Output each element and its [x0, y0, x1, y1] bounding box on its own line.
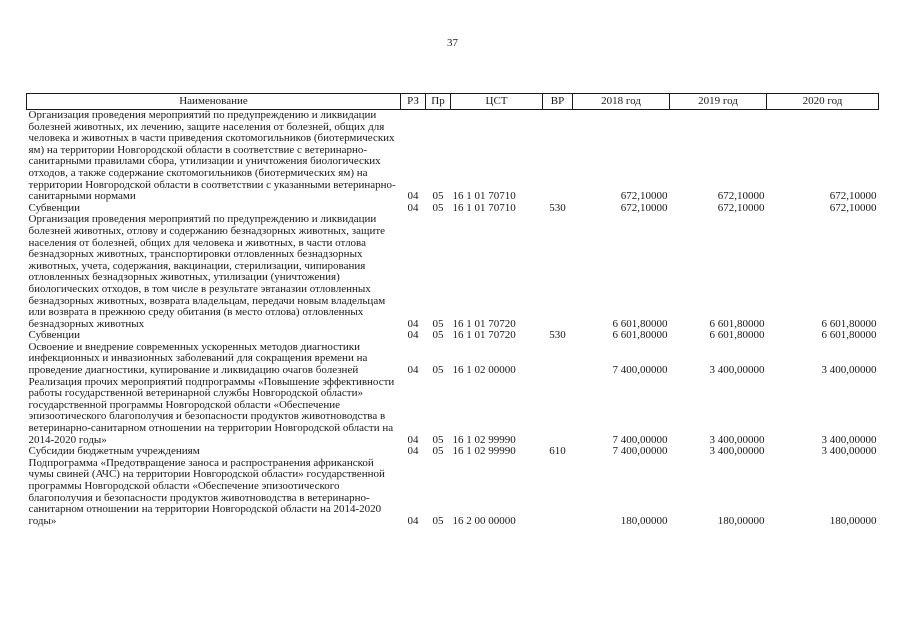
- row-name: Субсидии бюджетным учреждениям: [28, 445, 200, 458]
- row-pr: 05: [432, 190, 444, 203]
- row-2019: 6 601,80000: [709, 329, 765, 342]
- row-name: Субвенции: [28, 329, 81, 342]
- table-row: [27, 458, 879, 528]
- row-rz: 04: [407, 514, 419, 527]
- page-number: 37: [447, 37, 458, 49]
- row-2019: 180,00000: [717, 514, 765, 527]
- row-pr: 05: [432, 201, 444, 214]
- header-name: Наименование: [27, 94, 401, 110]
- row-cst: 16 2 00 00000: [452, 514, 516, 527]
- row-2019: 3 400,00000: [709, 445, 765, 458]
- row-2020: 672,10000: [829, 201, 877, 214]
- header-2018: 2018 год: [573, 94, 670, 110]
- row-2018: 7 400,00000: [612, 364, 668, 377]
- row-2020: 672,10000: [829, 190, 877, 203]
- row-2019: 672,10000: [717, 190, 765, 203]
- table-row: [27, 110, 879, 203]
- row-rz: 04: [407, 329, 419, 342]
- row-vr: 530: [549, 329, 566, 342]
- row-vr: [543, 458, 573, 528]
- row-vr: [543, 377, 573, 447]
- row-2019: 672,10000: [717, 201, 765, 214]
- table-header-row: [27, 94, 879, 110]
- budget-table: [26, 93, 879, 527]
- row-2020: 180,00000: [829, 514, 877, 527]
- row-2018: 6 601,80000: [612, 329, 668, 342]
- header-cst: ЦСТ: [451, 94, 543, 110]
- row-name: Реализация прочих мероприятий подпрограммы «Повышение эффективности работы государственной ветеринарной службы Новгородской области» государственной программы Новгородской области «Обеспечение эпизоотического благополучия и безопасности продуктов животноводства в ветеринарно-санитарном отношении на территории Новгородской области на 2014-2020 годы»: [28, 375, 395, 446]
- row-rz: 04: [407, 364, 419, 377]
- row-2018: 7 400,00000: [612, 433, 668, 446]
- row-vr: 530: [549, 201, 566, 214]
- row-pr: 05: [432, 445, 444, 458]
- row-cst: 16 1 01 70720: [452, 317, 516, 330]
- row-rz: 04: [407, 433, 419, 446]
- table-row: [27, 377, 879, 447]
- row-cst: 16 1 01 70710: [452, 201, 516, 214]
- row-pr: 05: [432, 329, 444, 342]
- row-cst: 16 1 02 99990: [452, 433, 516, 446]
- header-pr: Пр: [426, 94, 451, 110]
- row-vr: [543, 110, 573, 203]
- header-2019: 2019 год: [670, 94, 767, 110]
- row-cst: 16 1 01 70710: [452, 190, 516, 203]
- row-2020: 3 400,00000: [821, 364, 877, 377]
- row-rz: 04: [407, 201, 419, 214]
- row-cst: 16 1 01 70720: [452, 329, 516, 342]
- row-2018: 672,10000: [620, 201, 668, 214]
- header-vr: ВР: [543, 94, 573, 110]
- row-rz: 04: [407, 317, 419, 330]
- row-rz: 04: [407, 190, 419, 203]
- row-cst: 16 1 02 00000: [452, 364, 516, 377]
- row-2018: 7 400,00000: [612, 445, 668, 458]
- row-name: Освоение и внедрение современных ускоренных методов диагностики инфекционных и инвазионных заболеваний для сокращения времени на проведение диагностики, купирование и ликвидацию очагов болезней: [28, 340, 368, 377]
- row-2019: 6 601,80000: [709, 317, 765, 330]
- row-name: Субвенции: [28, 201, 81, 214]
- row-2018: 672,10000: [620, 190, 668, 203]
- row-rz: 04: [407, 445, 419, 458]
- row-vr: [543, 342, 573, 377]
- row-vr: [543, 214, 573, 330]
- row-pr: 05: [432, 317, 444, 330]
- row-pr: 05: [432, 514, 444, 527]
- row-pr: 05: [432, 364, 444, 377]
- row-vr: 610: [549, 445, 566, 458]
- row-name: Организация проведения мероприятий по предупреждению и ликвидации болезней животных, отлову и содержанию безнадзорных животных, защите населения от болезней, общих для человека и животных, в части отлова безнадзорных животных, транспортировки отловленных безнадзорных животных, учета, содержания, вакцинации, стерилизации, чипирования отловленных безнадзорных животных, утилизации (уничтожения) биологических отходов, в том числе в результате эвтаназии отловленных безнадзорных животных, возврата владельцам, передачи новым владельцам или возврата в прежнюю среду обитания (в место отлова) отловленных безнадзорных животных: [28, 213, 386, 330]
- row-2020: 3 400,00000: [821, 445, 877, 458]
- row-2020: 6 601,80000: [821, 329, 877, 342]
- row-2019: 3 400,00000: [709, 433, 765, 446]
- row-2020: 6 601,80000: [821, 317, 877, 330]
- row-2018: 180,00000: [620, 514, 668, 527]
- row-pr: 05: [432, 433, 444, 446]
- row-cst: 16 1 02 99990: [452, 445, 516, 458]
- table-row: [27, 342, 879, 377]
- row-2018: 6 601,80000: [612, 317, 668, 330]
- header-2020: 2020 год: [767, 94, 879, 110]
- row-name: Организация проведения мероприятий по предупреждению и ликвидации болезней животных, их лечению, защите населения от болезней, общих для человека и животных в части приведения скотомогильников (биотермических ям) на территории Новгородской области в соответствие с ветеринарно-санитарными правилами сбора, утилизации и уничтожения биологических отходов, а также содержание скотомогильников (биотермических ям) на территории Новгородской области в соответствии с указанными ветеринарно-санитарными нормами: [28, 109, 396, 203]
- row-2020: 3 400,00000: [821, 433, 877, 446]
- row-name: Подпрограмма «Предотвращение заноса и распространения африканской чумы свиней (АЧС) на территории Новгородской области» государственной программы Новгородской области «Обеспечение эпизоотического благополучия и безопасности продуктов животноводства в ветеринарно-санитарном отношении на территории Новгородской области на 2014-2020 годы»: [28, 456, 385, 527]
- row-2019: 3 400,00000: [709, 364, 765, 377]
- header-rz: РЗ: [401, 94, 426, 110]
- table-row: [27, 214, 879, 330]
